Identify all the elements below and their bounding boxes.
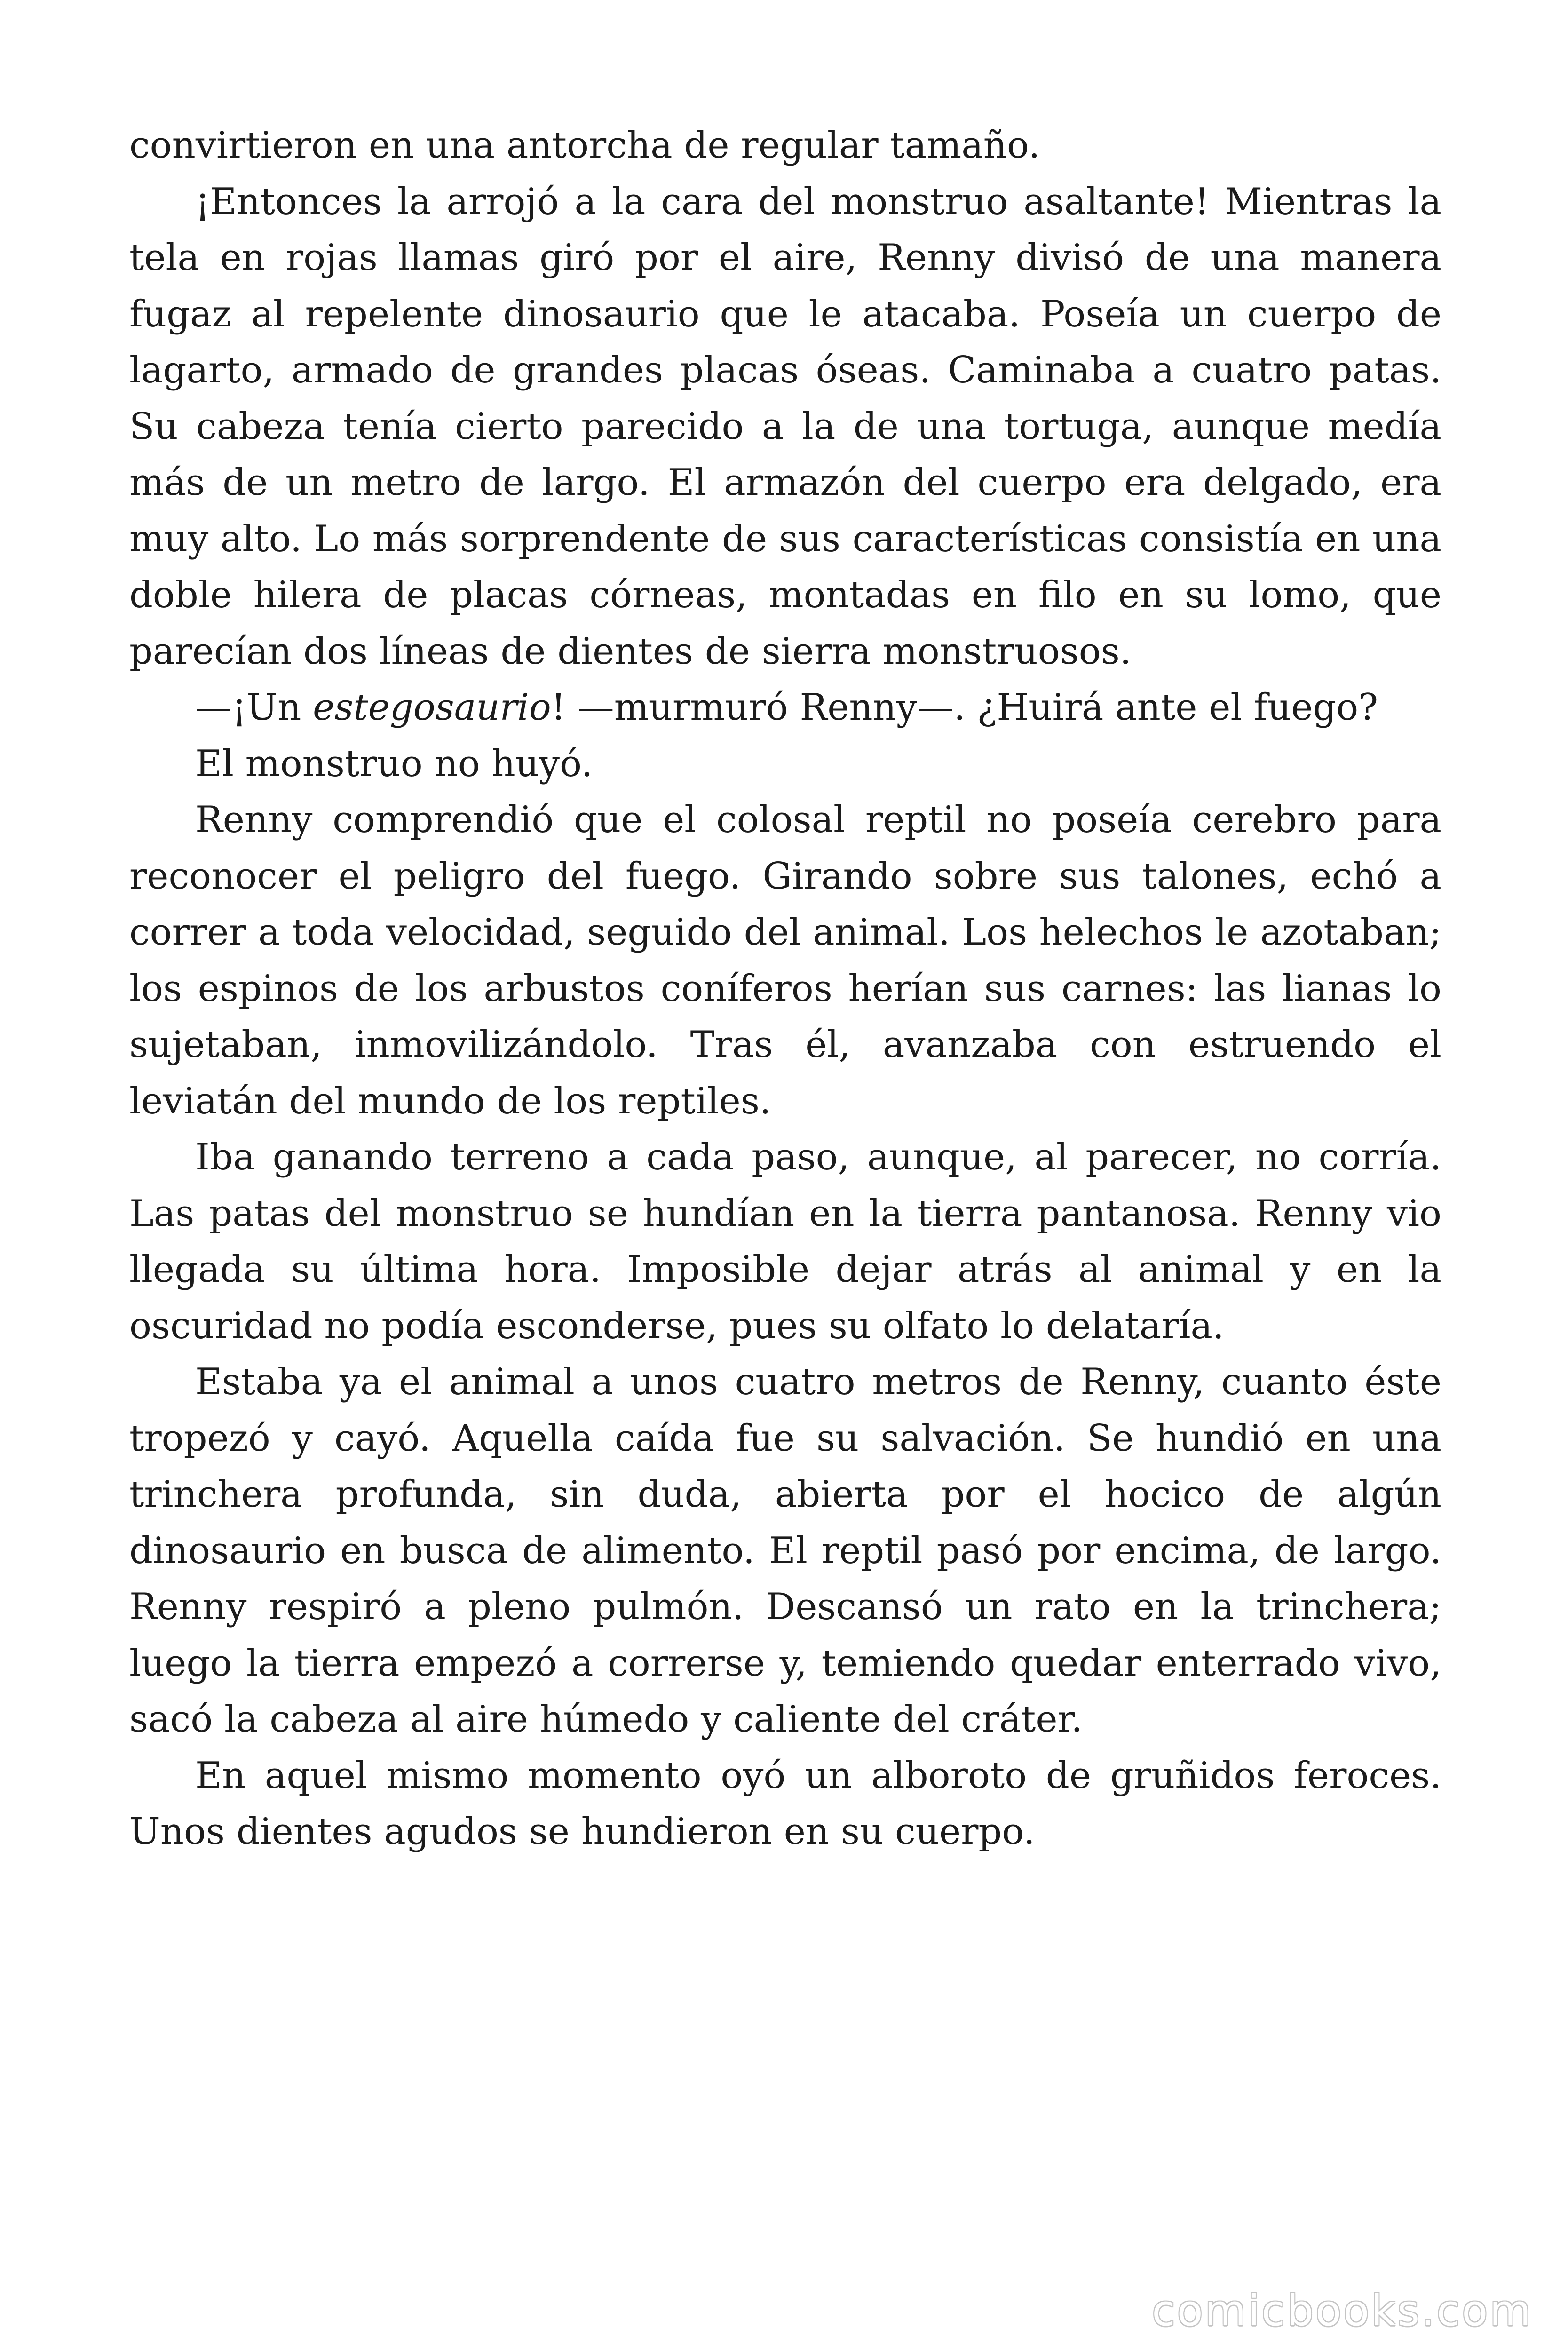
- paragraph: En aquel mismo momento oyó un alboroto de gruñidos feroces. Unos dientes agudos se hundieron en su cuerpo.: [129, 1754, 1441, 1853]
- paragraph: ¡Entonces la arrojó a la cara del monstruo asaltante! Mientras la tela en rojas llamas giró por el aire, Renny divisó de una manera fugaz al repelente dinosaurio que le atacaba. Poseía un cuerpo de lagarto, armado de grandes placas óseas. Caminaba a cuatro patas. Su cabeza tenía cierto parecido a la de una tortuga, aunque medía más de un metro de largo. El armazón del cuerpo era delgado, era muy alto. Lo más sorprendente de sus características consistía en una doble hilera de placas córneas, montadas en filo en su lomo, que parecían dos líneas de dientes de sierra monstruosos.: [129, 180, 1441, 673]
- paragraph-continuation: convirtieron en una antorcha de regular tamaño.: [129, 124, 1040, 167]
- watermark: comicbooks.com: [1152, 2286, 1533, 2336]
- italic-term: estegosaurio: [313, 686, 551, 729]
- dialogue-rest: ! —murmuró Renny—. ¿Huirá ante el fuego?: [551, 686, 1378, 729]
- paragraph: El monstruo no huyó.: [195, 742, 593, 785]
- paragraph: Estaba ya el animal a unos cuatro metros de Renny, cuanto éste tropezó y cayó. Aquella caída fue su salvación. Se hundió en una trinchera profunda, sin duda, abierta por el hocico de algún dinosaurio en busca de alimento. El reptil pasó por encima, de largo. Renny respiró a pleno pulmón. Descansó un rato en la trinchera; luego la tierra empezó a correrse y, temiendo quedar enterrado vivo, sacó la cabeza al aire húmedo y caliente del cráter.: [129, 1361, 1441, 1740]
- dialogue-lead: —¡Un: [195, 686, 313, 729]
- paragraph: Iba ganando terreno a cada paso, aunque, al parecer, no corría. Las patas del monstruo se hundían en la tierra pantanosa. Renny vio llegada su última hora. Imposible dejar atrás al animal y en la oscuridad no podía esconderse, pues su olfato lo delataría.: [129, 1136, 1441, 1347]
- body-text: [129, 118, 1441, 1860]
- dialogue-paragraph: [129, 680, 1441, 736]
- paragraph: Renny comprendió que el colosal reptil no poseía cerebro para reconocer el peligro del fuego. Girando sobre sus talones, echó a correr a toda velocidad, seguido del animal. Los helechos le azotaban; los espinos de los arbustos coníferos herían sus carnes: las lianas lo sujetaban, inmovilizándolo. Tras él, avanzaba con estruendo el leviatán del mundo de los reptiles.: [129, 799, 1441, 1122]
